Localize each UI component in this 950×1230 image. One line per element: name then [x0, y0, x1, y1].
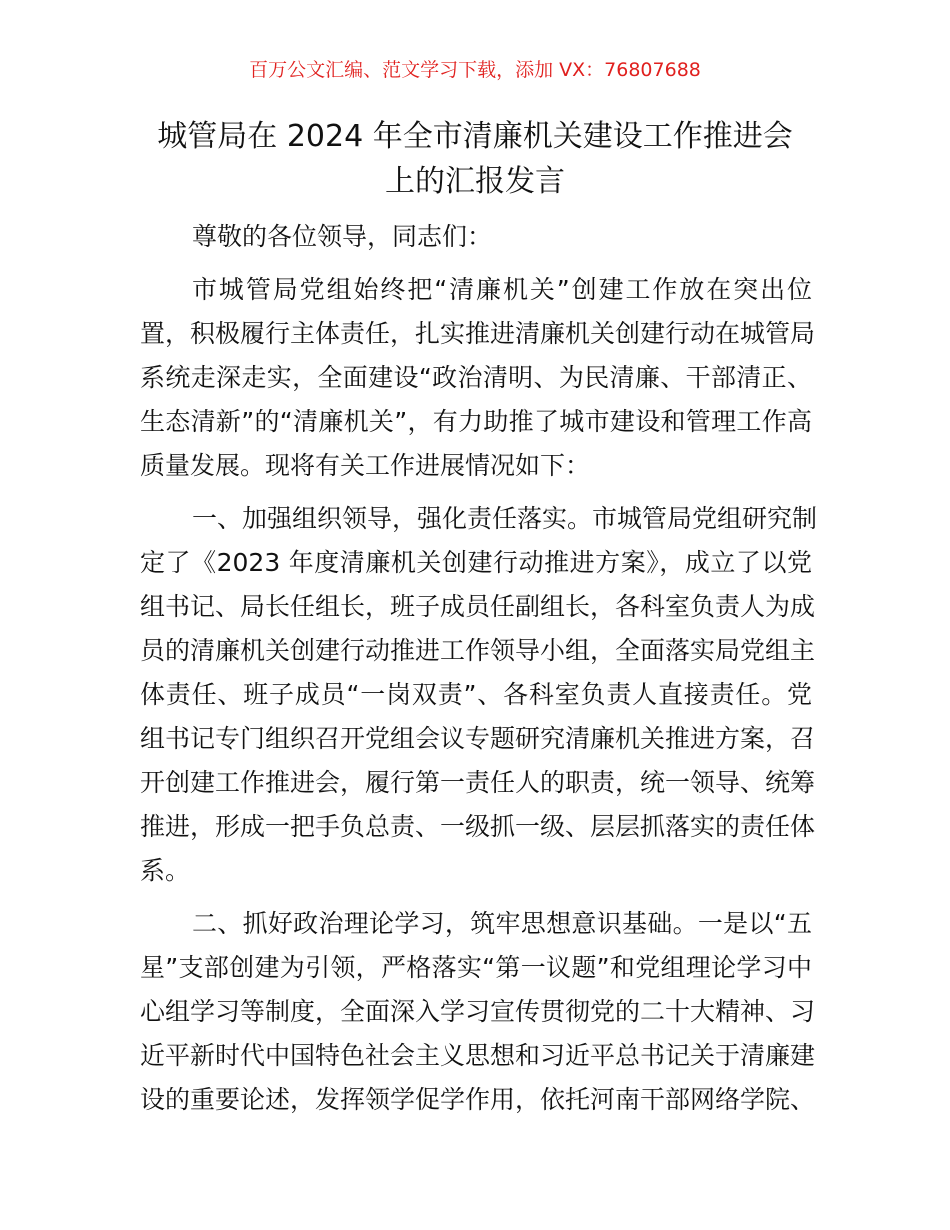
- paragraph: [140, 500, 818, 896]
- text-line: 开创建工作推进会，履行第一责任人的职责，统一领导、统筹: [140, 768, 816, 797]
- title-line: 上的汇报发言: [385, 164, 565, 199]
- watermark-header: 百万公文汇编、范文学习下载，添加 VX：76807688: [249, 59, 701, 81]
- document-title: [130, 114, 820, 204]
- text-line: 组书记专门组织召开党组会议专题研究清廉机关推进方案，召: [140, 724, 816, 753]
- text-line: 定了《2023 年度清廉机关创建行动推进方案》，成立了以党: [140, 548, 812, 577]
- text-line: 生态清新”的“清廉机关”，有力助推了城市建设和管理工作高: [140, 407, 812, 436]
- text-line: 尊敬的各位领导，同志们：: [192, 222, 493, 251]
- text-line: 星”支部创建为引领，严格落实“第一议题”和党组理论学习中: [140, 953, 812, 982]
- text-line: 一、加强组织领导，强化责任落实。市城管局党组研究制: [192, 504, 818, 533]
- text-line: 市城管局党组始终把“清廉机关”创建工作放在突出位: [192, 275, 812, 304]
- text-line: 推进，形成一把手负总责、一级抓一级、层层抓落实的责任体: [140, 812, 816, 841]
- text-line: 系统走深走实，全面建设“政治清明、为民清廉、干部清正、: [140, 363, 812, 392]
- paragraph: [140, 271, 816, 491]
- text-line: 二、抓好政治理论学习，筑牢思想意识基础。一是以“五: [192, 909, 812, 938]
- document-body: [140, 218, 818, 1134]
- text-line: 设的重要论述，发挥领学促学作用，依托河南干部网络学院、: [140, 1085, 816, 1114]
- text-line: 心组学习等制度，全面深入学习宣传贯彻党的二十大精神、习: [140, 997, 816, 1026]
- text-line: 置，积极履行主体责任，扎实推进清廉机关创建行动在城管局: [140, 319, 816, 348]
- text-line: 质量发展。现将有关工作进展情况如下：: [140, 451, 591, 480]
- text-line: 员的清廉机关创建行动推进工作领导小组，全面落实局党组主: [140, 636, 816, 665]
- text-line: 系。: [140, 856, 191, 885]
- greeting: [140, 218, 812, 262]
- text-line: 组书记、局长任组长，班子成员任副组长，各科室负责人为成: [140, 592, 816, 621]
- paragraph: [140, 905, 816, 1125]
- text-line: 体责任、班子成员“一岗双责”、各科室负责人直接责任。党: [140, 680, 812, 709]
- text-line: 近平新时代中国特色社会主义思想和习近平总书记关于清廉建: [140, 1041, 816, 1070]
- title-line: 城管局在 2024 年全市清廉机关建设工作推进会: [157, 119, 793, 154]
